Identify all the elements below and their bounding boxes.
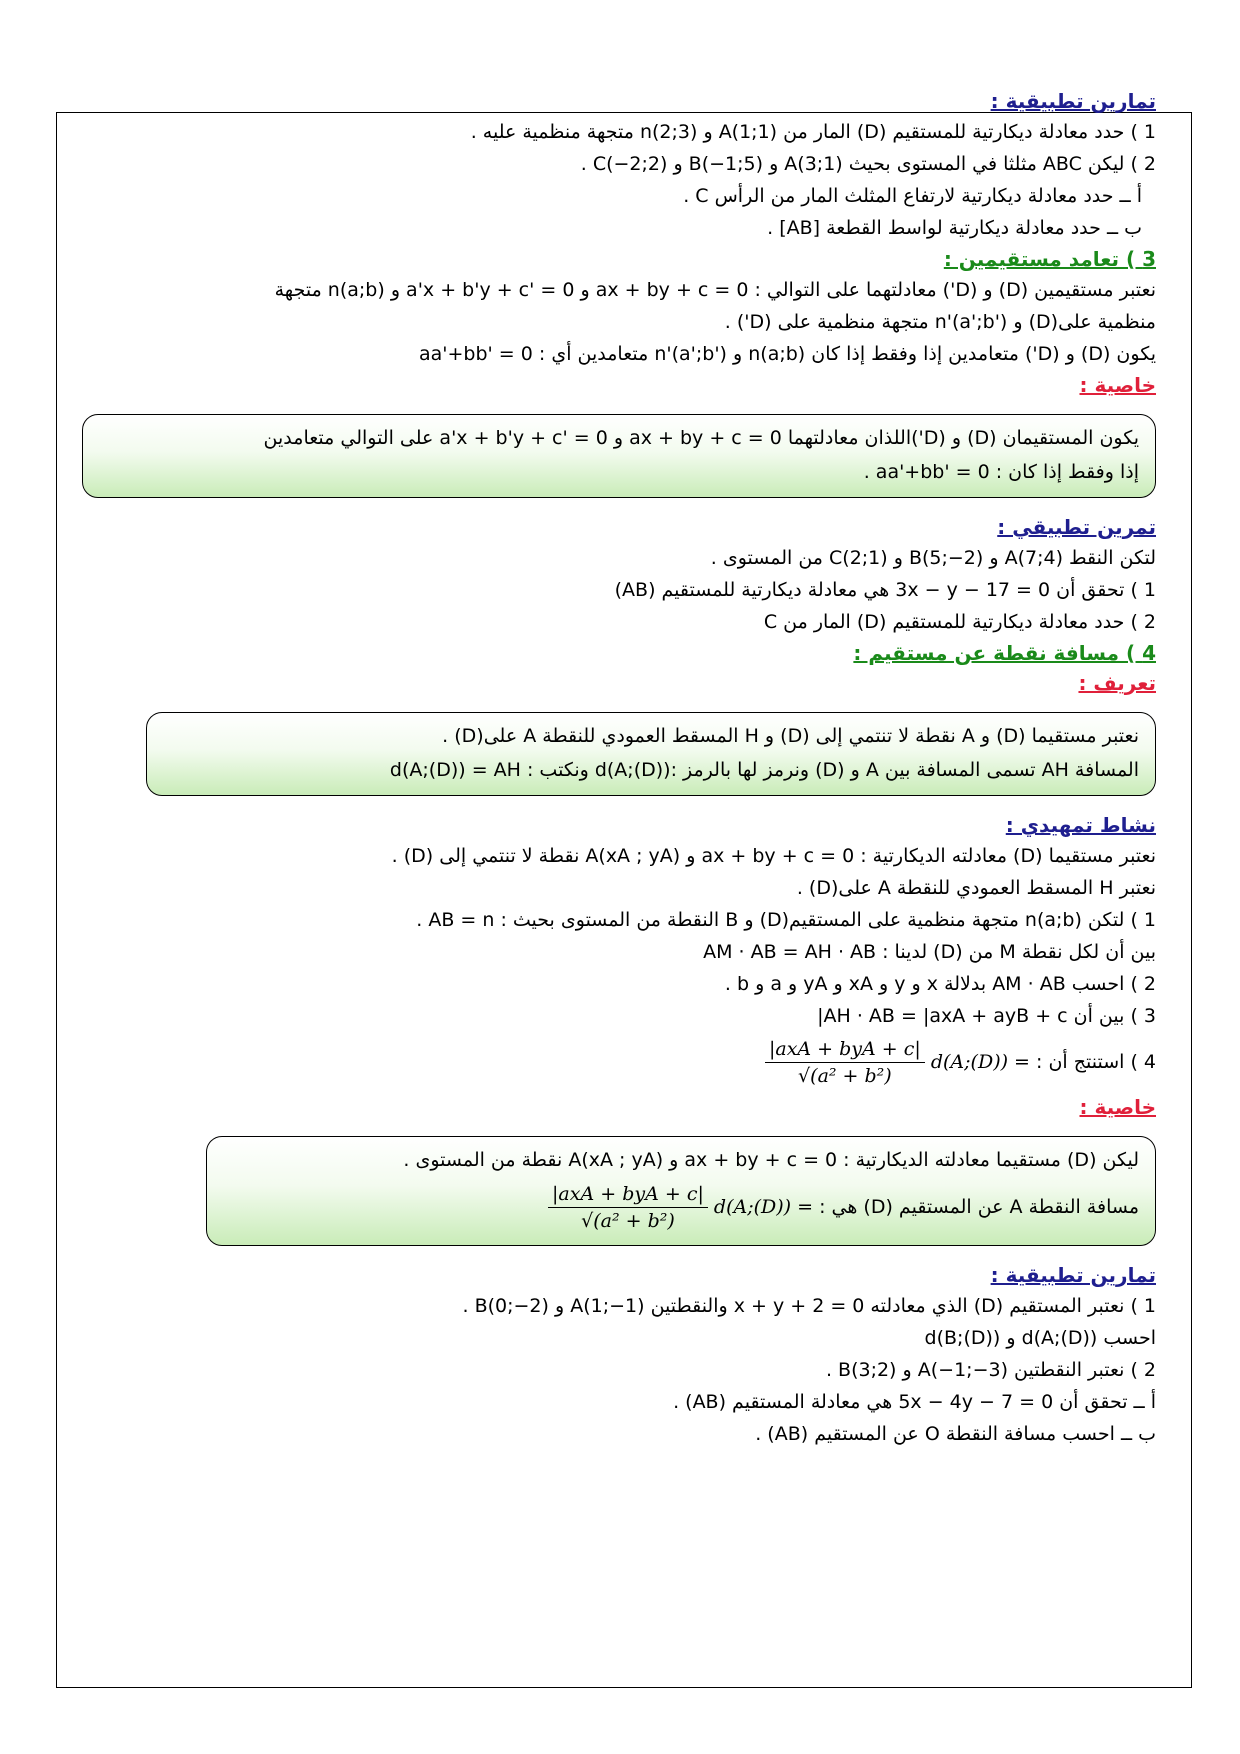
distance-fraction xyxy=(548,1181,708,1234)
definition-line: المسافة AH تسمى المسافة بين A و (D) ونرمز لها بالرمز :d(A;(D)) ونكتب : d(A;(D)) = AH xyxy=(389,759,1139,781)
property-line-formula xyxy=(223,1177,1139,1237)
text-line: نعتبر مستقيمين (D) و (D') معادلتهما على التوالي : ax + by + c = 0 و a'x + b'y + c' = 0 و n(a;b) متجهة xyxy=(274,279,1156,301)
text-line: منظمية على(D) و n'(a';b') متجهة منظمية على (D') . xyxy=(724,311,1156,333)
exercise-line: 2 ) حدد معادلة ديكارتية للمستقيم (D) المار من C xyxy=(763,611,1156,633)
formula-lhs: d(A;(D)) = xyxy=(930,1051,1030,1073)
section-title-exercises: تمارين تطبيقية : xyxy=(990,89,1156,113)
text-line: يكون (D) و (D') متعامدين إذا وفقط إذا كان n(a;b) و n'(a';b') متعامدين أي : aa'+bb' = 0 xyxy=(418,343,1156,365)
activity-line: 2 ) احسب AM · AB بدلالة x و y و xA و yA و a و b . xyxy=(724,973,1156,995)
activity-line: 3 ) بين أن AH · AB = |axA + ayB + c| xyxy=(817,1005,1156,1027)
exercise-line: 1 ) حدد معادلة ديكارتية للمستقيم (D) المار من A(1;1) و n(2;3) متجهة منظمية عليه . xyxy=(470,121,1156,143)
exercise-line: ب ــ احسب مسافة النقطة O عن المستقيم (AB) . xyxy=(755,1423,1156,1445)
fraction-numerator: |axA + byA + c| xyxy=(765,1036,925,1063)
document xyxy=(66,86,1156,1450)
activity-line: نعتبر مستقيما (D) معادلته الديكارتية : ax + by + c = 0 و A(xA ; yA) نقطة لا تنتمي إلى (D) . xyxy=(391,845,1156,867)
property-line: يكون المستقيمان (D) و (D')اللذان معادلتهما ax + by + c = 0 و a'x + b'y + c' = 0 على التوالي متعامدين xyxy=(263,427,1139,449)
activity-line: نعتبر H المسقط العمودي للنقطة A على(D) . xyxy=(796,877,1156,899)
fraction-denominator: √(a² + b²) xyxy=(581,1210,675,1232)
property-box xyxy=(82,414,1156,498)
exercise-line: لتكن النقط A(7;4) و B(5;−2) و C(2;1) من المستوى . xyxy=(710,547,1156,569)
exercise-line: 1 ) تحقق أن 3x − y − 17 = 0 هي معادلة ديكارتية للمستقيم (AB) xyxy=(614,579,1156,601)
formula-lhs: d(A;(D)) = xyxy=(713,1196,814,1218)
definition-box xyxy=(146,712,1156,796)
section-title-perpendicular: 3 ) تعامد مستقيمين : xyxy=(943,247,1156,271)
section-title-exercise: تمرين تطبيقي : xyxy=(997,515,1156,539)
property-line: إذا وفقط إذا كان : aa'+bb' = 0 . xyxy=(863,461,1139,483)
section-title-activity: نشاط تمهيدي : xyxy=(1005,813,1156,837)
property-line: ليكن (D) مستقيما معادلته الديكارتية : ax + by + c = 0 و A(xA ; yA) نقطة من المستوى . xyxy=(403,1149,1139,1171)
section-title-distance: 4 ) مسافة نقطة عن مستقيم : xyxy=(853,641,1156,665)
property-box xyxy=(206,1136,1156,1246)
definition-line: نعتبر مستقيما (D) و A نقطة لا تنتمي إلى (D) و H المسقط العمودي للنقطة A على(D) . xyxy=(442,725,1139,747)
exercise-line: أ ــ حدد معادلة ديكارتية لارتفاع المثلث المار من الرأس C . xyxy=(683,185,1142,207)
activity-line: 1 ) لتكن n(a;b) متجهة منظمية على المستقيم(D) و B النقطة من المستوى بحيث : AB = n . xyxy=(416,909,1156,931)
fraction-numerator: |axA + byA + c| xyxy=(548,1181,708,1208)
exercise-line: 1 ) نعتبر المستقيم (D) الذي معادلته x + y + 2 = 0 والنقطتين A(1;−1) و B(0;−2) . xyxy=(462,1295,1156,1317)
exercise-line: 2 ) نعتبر النقطتين A(−1;−3) و B(3;2) . xyxy=(825,1359,1156,1381)
fraction-denominator: √(a² + b²) xyxy=(798,1065,892,1087)
section-title-exercises: تمارين تطبيقية : xyxy=(990,1263,1156,1287)
exercise-line: احسب d(A;(D)) و d(B;(D)) xyxy=(924,1327,1156,1349)
property-title: خاصية : xyxy=(1079,1095,1156,1119)
distance-fraction xyxy=(765,1036,925,1089)
exercise-line: أ ــ تحقق أن 5x − 4y − 7 = 0 هي معادلة المستقيم (AB) . xyxy=(673,1391,1156,1413)
definition-title: تعريف : xyxy=(1078,671,1156,695)
property-title: خاصية : xyxy=(1079,373,1156,397)
formula-label: 4 ) استنتج أن : xyxy=(1036,1051,1156,1073)
exercise-line: 2 ) ليكن ABC مثلثا في المستوى بحيث A(3;1) و B(−1;5) و C(−2;2) . xyxy=(580,153,1156,175)
formula-label: مسافة النقطة A عن المستقيم (D) هي : xyxy=(819,1196,1139,1218)
activity-line: بين أن لكل نقطة M من (D) لدينا : AM · AB = AH · AB xyxy=(703,941,1156,963)
exercise-line: ب ــ حدد معادلة ديكارتية لواسط القطعة [AB] . xyxy=(767,217,1142,239)
activity-line-formula xyxy=(66,1032,1156,1092)
